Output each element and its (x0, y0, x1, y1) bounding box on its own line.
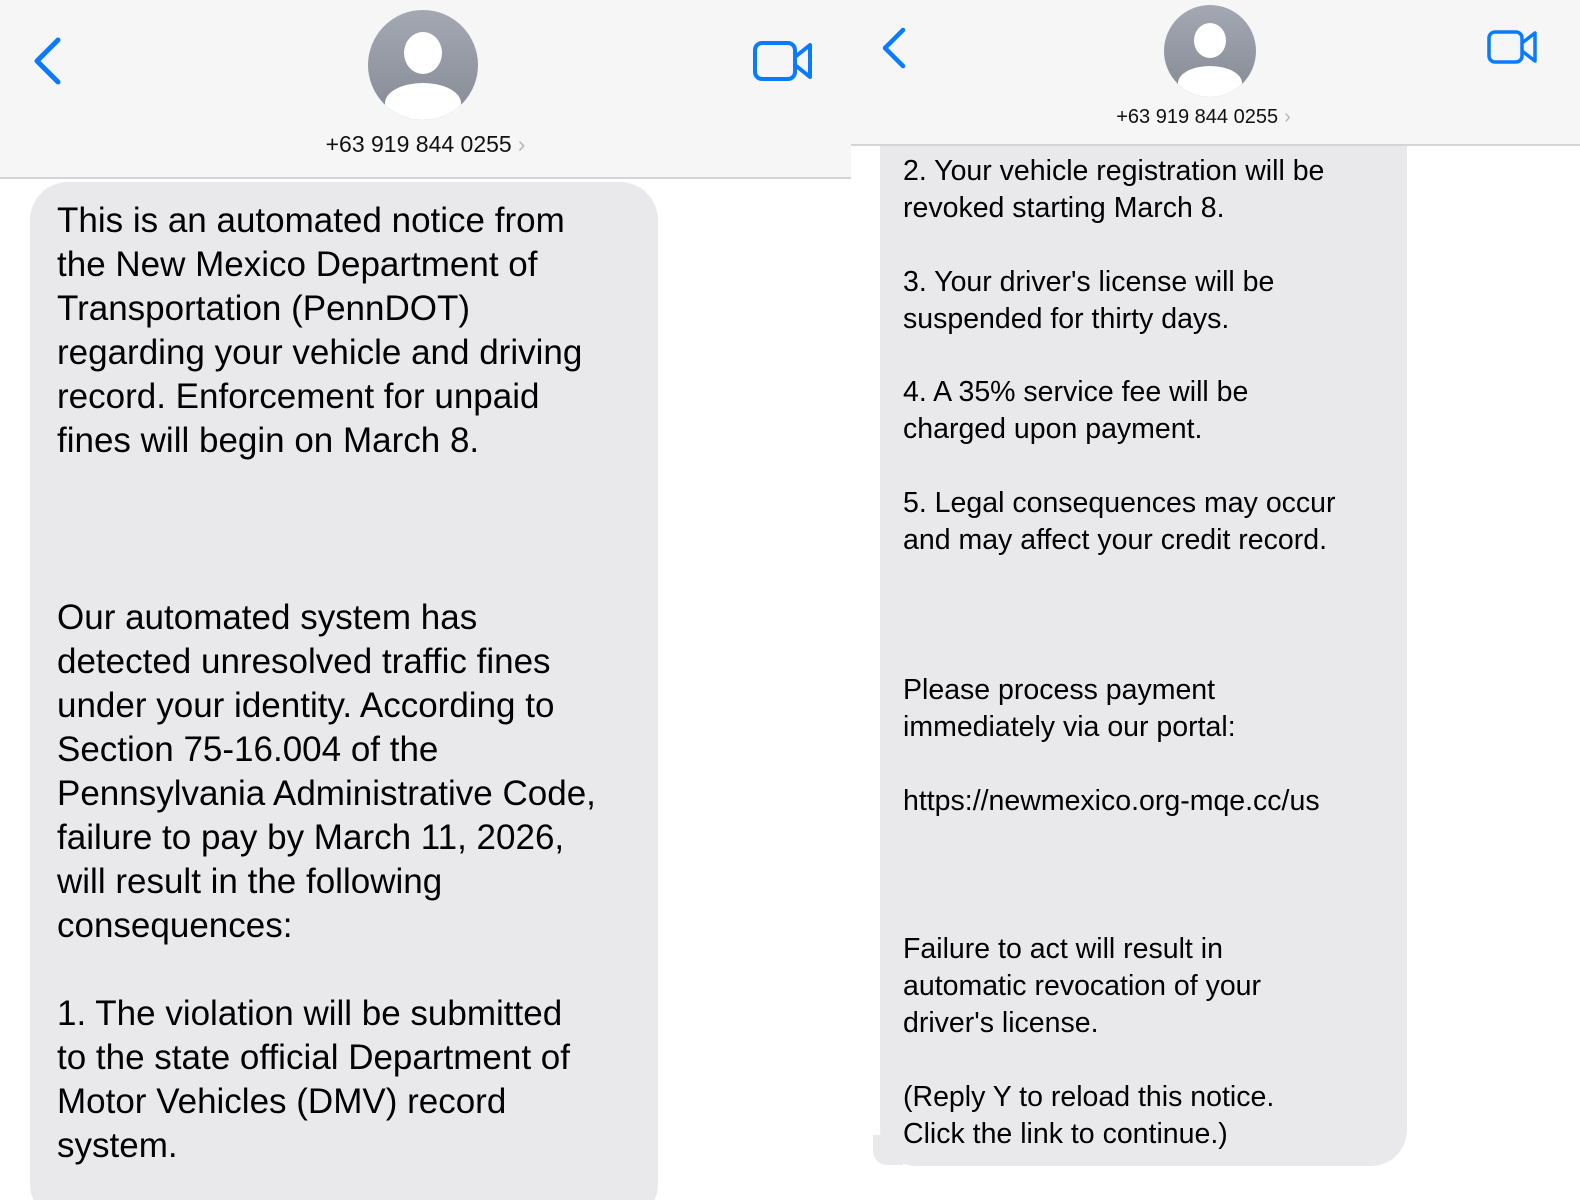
message-text-line: (Reply Y to reload this notice. (903, 1080, 1275, 1113)
contact-phone: +63 919 844 0255 (325, 131, 512, 157)
chevron-right-icon: › (517, 131, 526, 157)
message-text-line: Motor Vehicles (DMV) record (57, 1082, 507, 1121)
message-text-line: charged upon payment. (903, 412, 1203, 445)
message-text-line: Our automated system has (57, 598, 478, 637)
contact-phone-button[interactable] (0, 131, 851, 158)
person-icon (404, 32, 442, 74)
message-text-line: record. Enforcement for unpaid (57, 377, 540, 416)
message-text-line: and may affect your credit record. (903, 523, 1328, 556)
message-text-line: system. (57, 1126, 178, 1165)
message-text-line: fines will begin on March 8. (57, 421, 480, 460)
message-text-line: This is an automated notice from (57, 201, 565, 240)
message-text-line: immediately via our portal: (903, 710, 1236, 743)
conversation-header (851, 0, 1580, 146)
message-text-line: 3. Your driver's license will be (903, 265, 1275, 298)
person-body-shape (385, 83, 461, 120)
message-text-line: Please process payment (903, 673, 1216, 706)
message-text-line: 2. Your vehicle registration will be (903, 154, 1325, 187)
video-camera-icon[interactable] (1486, 29, 1538, 65)
message-text-line: driver's license. (903, 1006, 1099, 1039)
contact-avatar[interactable] (368, 10, 478, 120)
bubble-tail (873, 1135, 903, 1165)
message-text-line: Transportation (PennDOT) (57, 289, 471, 328)
right-screenshot-panel (851, 0, 1580, 1200)
message-text-line: Section 75-16.004 of the (57, 730, 439, 769)
contact-avatar[interactable] (1164, 5, 1256, 97)
message-text-line: revoked starting March 8. (903, 191, 1225, 224)
message-text-line: detected unresolved traffic fines (57, 642, 551, 681)
conversation-header (0, 0, 851, 179)
message-text-line: 4. A 35% service fee will be (903, 375, 1249, 408)
message-text-line: the New Mexico Department of (57, 245, 538, 284)
chevron-right-icon: › (1284, 106, 1291, 128)
message-text-line: under your identity. According to (57, 686, 555, 725)
contact-phone: +63 919 844 0255 (1116, 106, 1279, 128)
message-text-line: 5. Legal consequences may occur (903, 486, 1336, 519)
payment-link[interactable]: https://newmexico.org-mqe.cc/us (903, 784, 1320, 817)
message-text-line: automatic revocation of your (903, 969, 1262, 1002)
chevron-left-icon[interactable] (879, 26, 909, 70)
contact-phone-button[interactable] (851, 106, 1568, 129)
message-text-line: 1. The violation will be submitted (57, 994, 563, 1033)
message-text-line: Failure to act will result in (903, 932, 1223, 965)
message-text-line: to the state official Department of (57, 1038, 570, 1077)
message-text-line: consequences: (57, 906, 293, 945)
person-icon (1194, 23, 1226, 58)
chevron-left-icon[interactable] (30, 36, 64, 86)
video-camera-icon[interactable] (752, 40, 814, 82)
person-body-shape (1178, 66, 1242, 97)
message-text-line: Pennsylvania Administrative Code, (57, 774, 596, 813)
message-text-line: Click the link to continue.) (903, 1117, 1228, 1150)
message-text-line: failure to pay by March 11, 2026, (57, 818, 565, 857)
message-text-line: will result in the following (57, 862, 443, 901)
message-text-line: suspended for thirty days. (903, 302, 1230, 335)
message-text-line: regarding your vehicle and driving (57, 333, 583, 372)
